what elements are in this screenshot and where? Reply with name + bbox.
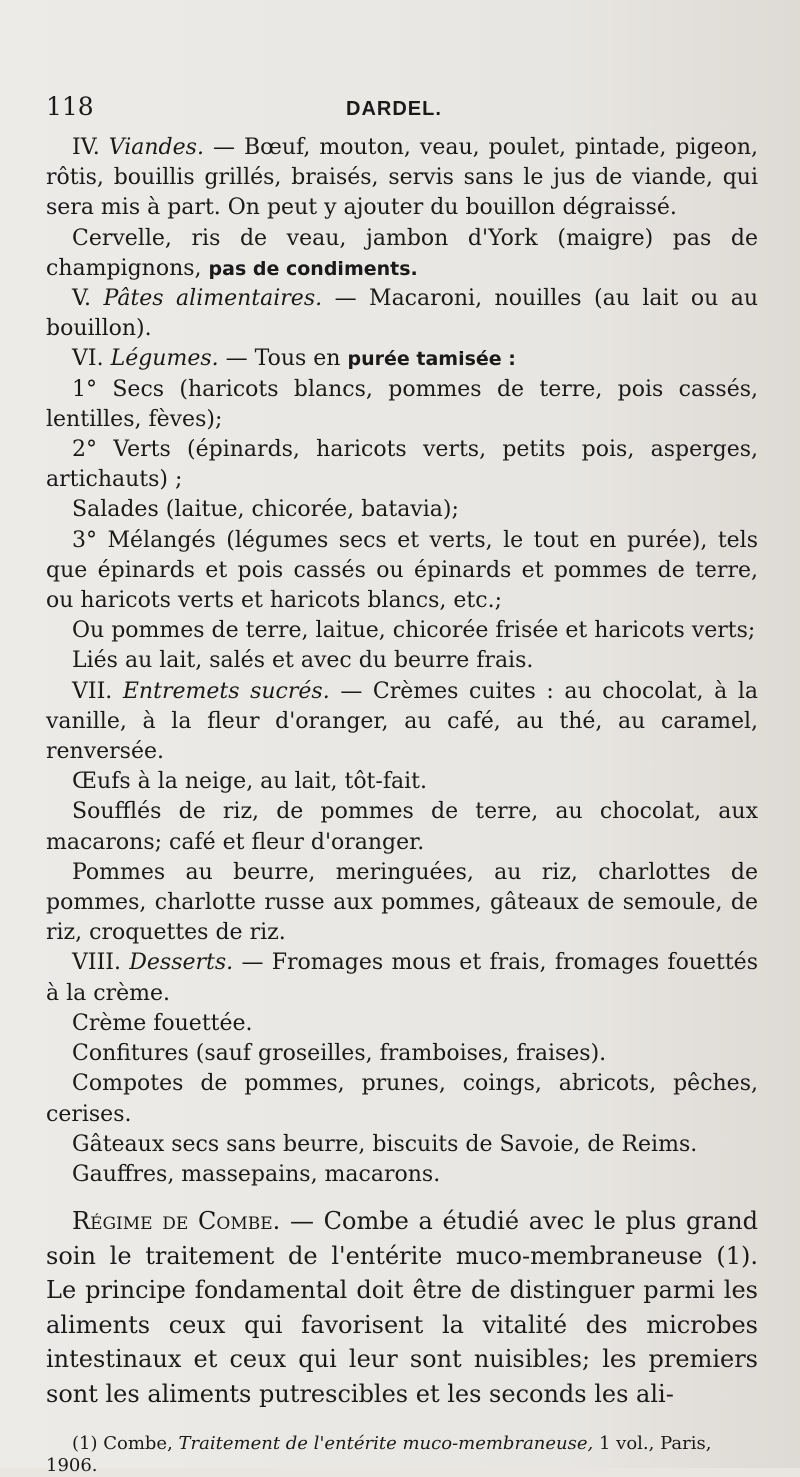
list-item: Confitures (sauf groseilles, framboises, fraises). xyxy=(72,1041,607,1067)
section-label: Pâtes alimentaires. xyxy=(103,286,323,312)
regime-title: Régime de Combe. xyxy=(72,1207,281,1236)
section-text: — Fromages mous et frais, fromages fouettés à la crème. xyxy=(46,950,758,1006)
list-item: Soufflés de riz, de pommes de terre, au chocolat, aux macarons; café et fleur d'oranger. xyxy=(46,799,758,855)
section-label: Viandes. xyxy=(108,135,204,160)
footnote-title: Traitement de l'entérite muco-membraneuse, xyxy=(178,1433,594,1455)
section-text: — Bœuf, mouton, veau, poulet, pintade, pigeon, rôtis, bouillis grillés, braisés, servis sans le jus de viande, qui sera mis à part. On peut y ajouter du bouillon dégraissé. xyxy=(46,135,758,221)
regime-text: — Combe a étudié avec le plus grand soin le traitement de l'entérite muco-membraneuse (1). Le principe fondamental doit être de distinguer parmi les aliments ceux qui favorisent la vitalité des microbes intestinaux et ceux qui leur sont nuisibles; les premiers sont les aliments putrescibles et les seconds les ali- xyxy=(46,1207,758,1408)
diet-list xyxy=(46,133,758,1190)
section-bold: purée tamisée : xyxy=(347,348,516,371)
running-head: DARDEL. xyxy=(346,98,442,120)
regime-paragraph xyxy=(46,1204,758,1411)
cervelle-bold: pas de condiments. xyxy=(208,257,418,280)
section-numeral: VII. xyxy=(72,678,113,704)
page-header xyxy=(46,92,758,121)
cervelle-text: Cervelle, ris de veau, jambon d'York (maigre) pas de champignons, xyxy=(46,225,758,281)
list-item: 3° Mélangés (légumes secs et verts, le tout en purée), tels que épinards et pois cassés ou épinards et pommes de terre, ou haricots verts et haricots blancs, etc.; xyxy=(46,527,758,614)
paragraph-cervelle xyxy=(46,224,758,284)
section-desserts xyxy=(46,948,758,1008)
footnote xyxy=(46,1433,758,1477)
section-label: Entremets sucrés. xyxy=(122,678,330,704)
section-numeral: V. xyxy=(72,286,92,312)
section-numeral: VI. xyxy=(72,346,104,372)
list-item: Œufs à la neige, au lait, tôt-fait. xyxy=(72,769,427,795)
list-item: Liés au lait, salés et avec du beurre frais. xyxy=(72,648,534,674)
list-item: Gâteaux secs sans beurre, biscuits de Savoie, de Reims. xyxy=(72,1131,698,1157)
section-entremets xyxy=(46,677,758,768)
list-item: Gauffres, massepains, macarons. xyxy=(72,1161,441,1187)
section-text: — Macaroni, nouilles (au lait ou au bouillon). xyxy=(46,286,758,342)
section-viandes xyxy=(46,133,758,224)
list-item: Salades (laitue, chicorée, batavia); xyxy=(72,497,459,523)
section-label: Légumes. xyxy=(110,346,219,372)
footnote-marker: (1) Combe, xyxy=(72,1433,173,1455)
list-item: 2° Verts (épinards, haricots verts, petits pois, asperges, artichauts) ; xyxy=(46,437,758,493)
section-text: — Crèmes cuites : au chocolat, à la vanille, à la fleur d'oranger, au café, au thé, au caramel, renversée. xyxy=(46,678,758,765)
list-item: Compotes de pommes, prunes, coings, abricots, pêches, cerises. xyxy=(46,1071,758,1127)
list-item: Crème fouettée. xyxy=(72,1010,253,1036)
section-legumes xyxy=(46,344,758,374)
list-item: Ou pommes de terre, laitue, chicorée frisée et haricots verts; xyxy=(72,618,756,644)
list-item: 1° Secs (haricots blancs, pommes de terre, pois cassés, lentilles, fèves); xyxy=(46,376,758,432)
section-text: — Tous en xyxy=(225,346,341,372)
footnote-rest: 1 vol., Paris, 1906. xyxy=(46,1433,712,1477)
section-label: Desserts. xyxy=(129,950,234,976)
section-numeral: IV. xyxy=(72,135,100,160)
section-numeral: VIII. xyxy=(72,950,121,976)
list-item: Pommes au beurre, meringuées, au riz, charlottes de pommes, charlotte russe aux pommes, gâteaux de semoule, de riz, croquettes de riz. xyxy=(46,859,758,946)
page-number: 118 xyxy=(46,92,94,121)
section-pates xyxy=(46,284,758,344)
